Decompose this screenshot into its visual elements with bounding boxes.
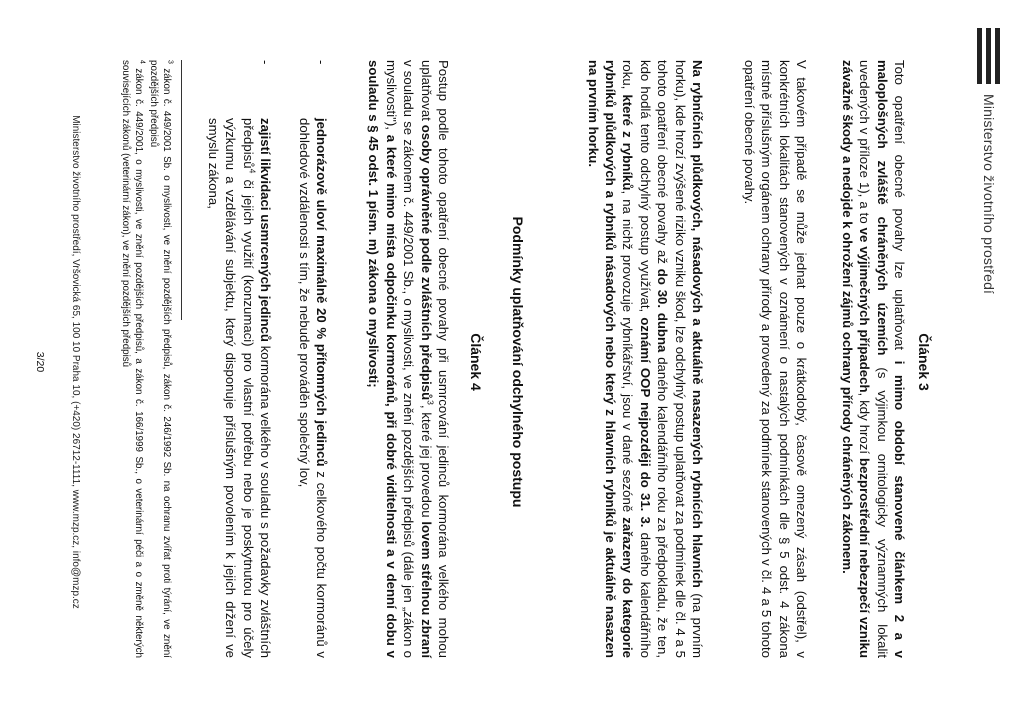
bullet-dash: - — [258, 60, 273, 65]
article-4-bullet-2: - zajistí likvidaci usmrcených jedinců kormorána velkého v souladu s požadavky zvláštních předpisů$^4$ či jejich využití (konzumaci) pro vlastní potřebu nebo je poskytnutou pro účely výzkumu a vzdělávání subjektu, který disponuje příslušným povolením k jejich držení ve smyslu zákona, — [205, 60, 273, 658]
article-3-paragraph-2: V takovém případě se může jednat pouze o krátkodobý, časově omezený zásah (odstřel), v konkrétních lokalitách stanovených v oznámení o nastalých podmínkách dle § 5 odst. 4 zákona místně příslušným orgánem ochrany přírody a provedený za podmínek stanovených v čl. 4 a 5 tohoto opatření obecné povahy. — [741, 60, 809, 658]
ministry-header — [977, 28, 1000, 294]
footnote-4: $^4$ zákon č. 449/2001, o myslivosti, ve znění pozdějších předpisů, a zákon č. 166/1999 Sb., o veterinární péči a o změně některých souvisejících zákonů (veterinární zákon), ve znění pozdějších předpisů — [120, 60, 146, 658]
ministry-logo-bars — [977, 28, 1000, 84]
article-3-paragraph-1: Toto opatření obecné povahy lze uplatňovat i mimo období stanovené článkem 2 a v maloplošných zvláště chráněných územích (s výjimkou ornitologicky významných lokalit uvedených v příloze 1), a to ve výjimečných případech, kdy hrozí bezprostřední nebezpečí vzniku závažné škody a nedojde k ohrožení zájmů ochrany přírody chráněných zákonem. — [839, 60, 907, 659]
footnote-3: $^3$ zákon č. 449/2001 Sb. o myslivosti, ve znění pozdějších předpisů, zákon č. 246/1992 Sb. na ochranu zvířat proti týrání, ve znění pozdějších předpisů — [148, 60, 174, 658]
ministry-name: Ministerstvo životního prostředí — [981, 94, 998, 295]
footnote-separator — [181, 60, 182, 320]
article-4-bullet-1: - jednorázově uloví maximálně 20 % přítomných jedinců z celkového počtu kormoránů v dohledové vzdálenosti s tím, že nebude prováděn společný lov, — [296, 60, 329, 658]
article-3-paragraph-3: Na rybníčních plůdkových, násadových a aktuálně nasazených rybnících hlavních (na prvním horku), kde hrozí zvýšené riziko vzniku škod, lze odchylný postup uplatňovat za podmínek dle čl. 4 a 5 tohoto opatření obecné povahy až do 30. dubna daného kalendářního roku za předpokladu, že ten, kdo hodlá tento odchylný postup využívat, oznámí OOP nejpozději do 31. 3. daného kalendářního roku, které z rybníků, na nichž provozuje rybníkářství, jsou v dané sezóně zařazeny do kategorie rybníků plůdkových a rybníků násadových nebo který z hlavních rybníků je aktuálně nasazen na prvním horku. — [585, 60, 705, 659]
article-4-title: Článek 4 — [468, 333, 484, 391]
article-3-title: Článek 3 — [916, 333, 932, 391]
page-number: 3/20 — [34, 351, 46, 373]
bullet-dash: - — [314, 60, 329, 65]
article-4-paragraph-1: Postup podle tohoto opatření obecné povahy při usmrcování jedinců kormorána velkého mohou uplatňovat osoby oprávněné podle zvláštních předpisů$^3$, které jej provedou lovem střelnou zbraní v souladu se zákonem č. 449/2001 Sb., o myslivosti, ve znění pozdějších předpisů (dále jen „zákon o myslivosti"), a které mimo místa odpočinku kormoránů, při dobré viditelnosti a v denní dobu v souladu s § 45 odst. 1 písm. m) zákona o myslivosti; — [366, 60, 451, 658]
section-heading: Podmínky uplatňování odchylného postupu — [510, 216, 526, 508]
page-footer: Ministerstvo životního prostředí, Vršovická 65, 100 10 Praha 10, (+420) 26712-1111, www.mzp.cz, info@mzp.cz — [70, 115, 81, 609]
